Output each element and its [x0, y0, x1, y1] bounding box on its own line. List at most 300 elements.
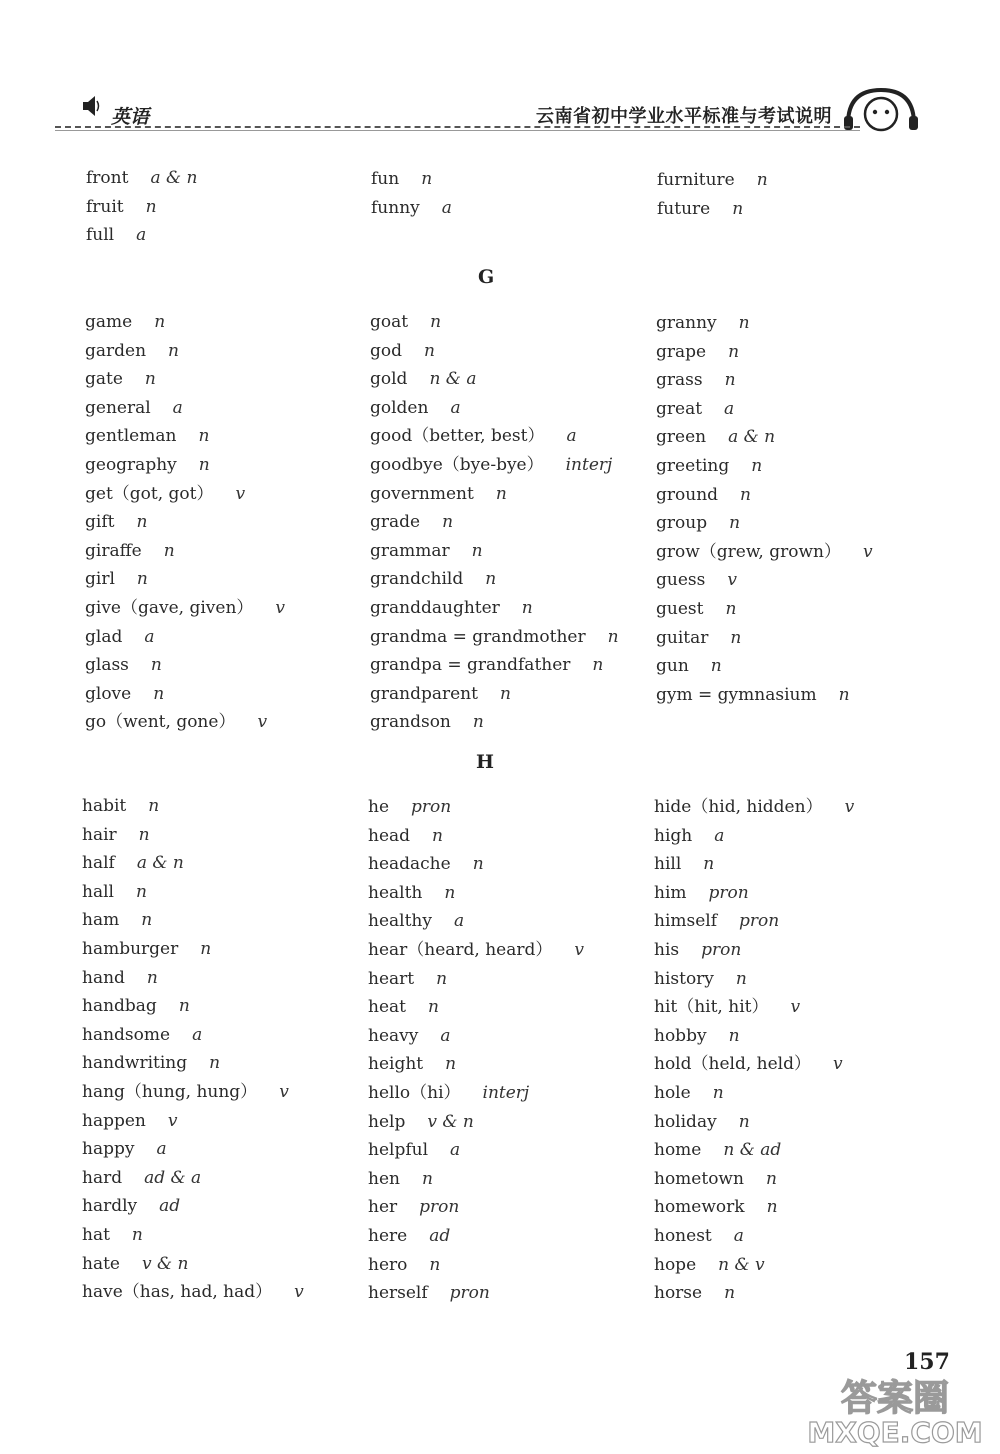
part-of-speech: a: [144, 626, 155, 647]
vocab-word: high: [654, 825, 693, 846]
vocab-entry: [85, 480, 285, 509]
part-of-speech: n: [472, 854, 484, 875]
vocab-word: game: [85, 312, 133, 332]
vocab-word: him: [654, 882, 687, 903]
part-of-speech: v: [279, 1081, 289, 1102]
part-of-speech: n: [198, 426, 210, 447]
vocab-word: her: [368, 1197, 398, 1218]
part-of-speech: n: [703, 854, 715, 875]
part-of-speech: v: [257, 712, 268, 733]
vocab-entry: [370, 337, 619, 366]
vocab-entry: [86, 221, 197, 250]
part-of-speech: a: [453, 911, 465, 932]
part-of-speech: n: [445, 1054, 457, 1075]
part-of-speech: n: [728, 1025, 740, 1046]
vocab-word: healthy: [368, 911, 432, 932]
vocab-entry: [368, 1022, 584, 1051]
vocab-entry: [654, 850, 854, 879]
vocab-word: hen: [368, 1168, 400, 1189]
vocab-entry: [654, 907, 854, 936]
vocab-word: granny: [656, 313, 717, 333]
vocab-word: heat: [368, 997, 406, 1018]
vocab-word: hair: [82, 824, 117, 845]
vocab-word: funny: [371, 197, 420, 218]
word-column: [85, 308, 285, 737]
vocab-entry: [654, 936, 854, 965]
vocab-word: hole: [654, 1082, 691, 1103]
part-of-speech: n: [712, 1082, 724, 1103]
vocab-entry: [368, 1165, 584, 1194]
vocab-entry: [368, 1193, 584, 1222]
vocab-entry: [85, 651, 285, 680]
section-letter-h: H: [476, 751, 494, 773]
vocab-entry: [85, 422, 285, 451]
vocab-word: habit: [82, 796, 127, 816]
part-of-speech: n: [168, 340, 179, 361]
vocab-word: goodbye（bye-bye）: [370, 454, 544, 475]
vocab-word: giraffe: [85, 540, 142, 561]
vocab-entry: [85, 451, 285, 480]
part-of-speech: v & n: [141, 1253, 189, 1274]
vocab-entry: [82, 1192, 304, 1221]
vocab-word: have（has, had, had）: [82, 1282, 273, 1303]
vocab-word: hear（heard, heard）: [368, 939, 553, 960]
part-of-speech: n: [200, 938, 212, 959]
vocab-word: health: [368, 882, 423, 903]
vocab-word: go（went, gone）: [85, 712, 236, 733]
part-of-speech: n: [732, 198, 744, 219]
part-of-speech: n: [432, 825, 443, 846]
vocab-word: holiday: [654, 1111, 717, 1132]
part-of-speech: n: [725, 598, 737, 619]
vocab-entry: [82, 906, 304, 935]
vocab-entry: [654, 1022, 854, 1051]
vocab-entry: [368, 793, 584, 822]
vocab-word: grandchild: [370, 569, 464, 590]
vocab-word: herself: [368, 1283, 428, 1304]
vocab-word: home: [654, 1140, 702, 1161]
vocab-word: hand: [82, 967, 125, 988]
page-header: [55, 86, 920, 136]
vocab-word: guitar: [656, 627, 709, 648]
vocab-entry: [654, 879, 854, 908]
part-of-speech: n: [442, 512, 454, 533]
part-of-speech: n & a: [429, 369, 477, 390]
part-of-speech: a: [733, 1225, 744, 1246]
vocab-word: honest: [654, 1225, 712, 1246]
vocab-entry: [85, 537, 285, 566]
part-of-speech: n: [163, 540, 175, 561]
vocab-word: garden: [85, 340, 147, 361]
vocab-word: ground: [656, 484, 719, 505]
part-of-speech: n: [710, 656, 722, 677]
header-rule: [55, 126, 860, 128]
vocab-entry: [368, 850, 584, 879]
part-of-speech: n: [144, 369, 156, 390]
part-of-speech: n: [730, 627, 742, 648]
vocab-word: give（gave, given）: [85, 597, 254, 618]
vocab-entry: [82, 1107, 304, 1136]
vocab-entry: [370, 623, 619, 652]
word-column: [86, 164, 197, 250]
watermark-logo: [800, 1370, 990, 1448]
part-of-speech: n: [148, 796, 160, 816]
vocab-entry: [656, 538, 873, 567]
vocab-entry: [654, 965, 854, 994]
word-column: [371, 165, 452, 222]
vocab-word: hero: [368, 1254, 408, 1275]
vocab-word: grammar: [370, 540, 450, 561]
vocab-entry: [82, 821, 304, 850]
vocab-entry: [82, 792, 304, 821]
headphone-mascot-icon: [842, 86, 920, 136]
part-of-speech: n & v: [718, 1254, 765, 1275]
vocab-entry: [85, 565, 285, 594]
part-of-speech: n: [209, 1053, 221, 1074]
part-of-speech: a: [192, 1024, 203, 1045]
vocab-entry: [368, 1136, 584, 1165]
vocab-entry: [370, 394, 619, 423]
part-of-speech: n: [136, 569, 148, 590]
word-column: [370, 308, 619, 737]
part-of-speech: n: [735, 968, 747, 989]
vocab-entry: [656, 338, 873, 367]
vocab-entry: [656, 624, 873, 653]
part-of-speech: n: [471, 540, 483, 561]
vocab-word: hamburger: [82, 938, 179, 959]
part-of-speech: v & n: [427, 1111, 474, 1132]
vocab-entry: [654, 993, 854, 1022]
part-of-speech: ad & a: [144, 1167, 202, 1188]
vocab-word: greeting: [656, 455, 730, 476]
vocab-word: grass: [656, 370, 703, 391]
part-of-speech: n: [145, 196, 157, 217]
vocab-word: granddaughter: [370, 597, 500, 618]
vocab-entry: [368, 1222, 584, 1251]
part-of-speech: v: [832, 1054, 843, 1075]
part-of-speech: n: [429, 1254, 441, 1275]
vocab-entry: [656, 566, 873, 595]
part-of-speech: pron: [739, 911, 780, 932]
vocab-word: happen: [82, 1110, 146, 1131]
vocab-word: his: [654, 939, 680, 960]
part-of-speech: n: [592, 655, 604, 676]
vocab-word: hide（hid, hidden）: [654, 797, 823, 817]
vocab-word: hate: [82, 1253, 120, 1274]
vocab-entry: [82, 964, 304, 993]
vocab-word: headache: [368, 854, 451, 875]
vocab-word: heavy: [368, 1025, 419, 1046]
vocab-entry: [82, 1078, 304, 1107]
watermark-bottom-text: MXQE.COM: [807, 1416, 983, 1448]
word-column: [82, 792, 304, 1307]
part-of-speech: a & n: [728, 427, 776, 448]
vocab-entry: [82, 992, 304, 1021]
vocab-entry: [85, 708, 285, 737]
part-of-speech: n: [131, 1224, 143, 1245]
vocab-word: hometown: [654, 1168, 744, 1189]
vocab-entry: [654, 1079, 854, 1108]
vocab-entry: [370, 680, 619, 709]
part-of-speech: n: [154, 312, 166, 332]
vocab-word: he: [368, 797, 390, 817]
vocab-entry: [370, 565, 619, 594]
part-of-speech: n: [421, 1168, 433, 1189]
part-of-speech: a: [156, 1139, 167, 1160]
part-of-speech: n: [499, 683, 511, 704]
vocab-word: homework: [654, 1197, 745, 1218]
word-column: [654, 793, 854, 1308]
vocab-word: gate: [85, 369, 123, 390]
vocab-entry: [656, 309, 873, 338]
part-of-speech: v: [862, 541, 873, 562]
vocab-entry: [656, 595, 873, 624]
vocab-word: hope: [654, 1254, 697, 1275]
part-of-speech: pron: [701, 939, 742, 960]
vocab-entry: [82, 1135, 304, 1164]
page-number: 157: [904, 1349, 950, 1375]
part-of-speech: a: [724, 398, 735, 419]
vocab-entry: [656, 452, 873, 481]
part-of-speech: n: [444, 882, 456, 903]
vocab-word: gentleman: [85, 426, 177, 447]
vocab-word: help: [368, 1111, 406, 1132]
part-of-speech: n: [136, 512, 148, 533]
vocab-word: glove: [85, 683, 132, 704]
part-of-speech: n: [756, 170, 768, 190]
vocab-entry: [370, 594, 619, 623]
vocab-entry: [657, 195, 768, 224]
part-of-speech: v: [294, 1282, 304, 1303]
vocab-word: guest: [656, 598, 704, 619]
vocab-entry: [85, 594, 285, 623]
part-of-speech: a: [441, 197, 452, 218]
vocab-word: grandpa = grandfather: [370, 655, 571, 676]
vocab-word: handsome: [82, 1024, 171, 1045]
part-of-speech: n: [838, 684, 850, 705]
part-of-speech: n & ad: [723, 1140, 782, 1161]
part-of-speech: n: [146, 967, 158, 988]
vocab-word: green: [656, 427, 707, 448]
part-of-speech: n: [198, 454, 210, 475]
vocab-entry: [368, 1079, 584, 1108]
vocab-entry: [85, 623, 285, 652]
part-of-speech: v: [727, 570, 737, 591]
header-rule-thin: [55, 130, 860, 131]
vocab-word: guess: [656, 570, 706, 591]
part-of-speech: n: [607, 626, 619, 647]
vocab-entry: [654, 793, 854, 822]
part-of-speech: a: [440, 1025, 451, 1046]
part-of-speech: ad: [429, 1225, 451, 1246]
vocab-word: hat: [82, 1224, 110, 1245]
vocab-word: gun: [656, 656, 689, 677]
vocab-word: geography: [85, 454, 177, 475]
part-of-speech: interj: [565, 454, 613, 475]
part-of-speech: pron: [708, 882, 749, 903]
word-column: [657, 166, 768, 223]
vocab-entry: [82, 935, 304, 964]
vocab-word: helpful: [368, 1140, 429, 1161]
vocab-word: hobby: [654, 1025, 707, 1046]
vocab-entry: [368, 1279, 584, 1308]
part-of-speech: a: [450, 397, 461, 418]
part-of-speech: n: [724, 1283, 736, 1304]
part-of-speech: a & n: [150, 168, 198, 188]
vocab-entry: [368, 965, 584, 994]
word-column: [656, 309, 873, 709]
part-of-speech: n: [424, 340, 435, 361]
vocab-word: handwriting: [82, 1053, 188, 1074]
vocab-word: half: [82, 853, 115, 874]
vocab-word: hold（held, held）: [654, 1054, 811, 1075]
part-of-speech: n: [135, 881, 147, 902]
vocab-entry: [370, 365, 619, 394]
vocab-entry: [656, 481, 873, 510]
part-of-speech: v: [275, 597, 286, 618]
vocab-word: government: [370, 483, 474, 504]
vocab-word: grade: [370, 512, 421, 533]
subject-label: 英语: [111, 106, 150, 128]
vocab-word: heart: [368, 968, 415, 989]
part-of-speech: n: [178, 996, 190, 1017]
vocab-entry: [371, 165, 452, 194]
part-of-speech: a: [450, 1140, 461, 1161]
vocab-word: golden: [370, 397, 429, 418]
vocab-word: full: [86, 225, 115, 246]
vocab-word: height: [368, 1054, 424, 1075]
vocab-entry: [82, 1049, 304, 1078]
vocab-word: hall: [82, 881, 114, 902]
part-of-speech: n: [738, 313, 750, 333]
vocab-word: grape: [656, 341, 707, 362]
vocab-entry: [85, 680, 285, 709]
vocab-entry: [368, 907, 584, 936]
vocab-entry: [82, 1164, 304, 1193]
vocab-entry: [657, 166, 768, 195]
vocab-word: great: [656, 398, 703, 419]
part-of-speech: n: [766, 1197, 778, 1218]
part-of-speech: n: [421, 169, 433, 189]
part-of-speech: v: [167, 1110, 178, 1131]
part-of-speech: n: [751, 455, 763, 476]
vocab-entry: [370, 451, 619, 480]
part-of-speech: v: [235, 483, 246, 504]
vocab-entry: [85, 365, 285, 394]
vocab-entry: [654, 1050, 854, 1079]
speaker-icon: [83, 94, 101, 118]
vocab-word: group: [656, 513, 708, 534]
part-of-speech: n: [153, 683, 165, 704]
book-title: 云南省初中学业水平标准与考试说明: [536, 106, 832, 127]
vocab-word: history: [654, 968, 714, 989]
vocab-entry: [370, 308, 619, 337]
watermark-top-text: 答案圈: [840, 1378, 950, 1419]
vocab-word: fun: [371, 169, 400, 189]
part-of-speech: interj: [482, 1082, 530, 1103]
vocab-word: furniture: [657, 170, 735, 190]
part-of-speech: n: [436, 968, 448, 989]
vocab-entry: [368, 1251, 584, 1280]
section-letter-g: G: [478, 266, 495, 288]
vocab-entry: [656, 366, 873, 395]
vocab-entry: [368, 879, 584, 908]
vocab-word: grow（grew, grown）: [656, 541, 841, 562]
vocab-word: handbag: [82, 996, 157, 1017]
vocab-word: grandma = grandmother: [370, 626, 586, 647]
vocab-entry: [370, 422, 619, 451]
vocab-entry: [368, 1108, 584, 1137]
vocab-entry: [654, 1136, 854, 1165]
part-of-speech: n: [472, 712, 484, 733]
vocab-entry: [654, 1279, 854, 1308]
part-of-speech: ad: [159, 1196, 181, 1217]
vocab-word: grandparent: [370, 683, 478, 704]
vocab-entry: [654, 1193, 854, 1222]
part-of-speech: a: [566, 426, 577, 447]
vocab-entry: [656, 423, 873, 452]
vocab-word: gold: [370, 369, 408, 390]
vocab-word: hard: [82, 1167, 123, 1188]
vocab-entry: [371, 194, 452, 223]
vocab-entry: [654, 1165, 854, 1194]
vocab-entry: [86, 164, 197, 193]
vocab-word: fruit: [86, 196, 124, 217]
vocab-entry: [654, 822, 854, 851]
vocab-entry: [370, 480, 619, 509]
part-of-speech: n: [521, 597, 533, 618]
vocab-entry: [370, 708, 619, 737]
vocab-word: get（got, got）: [85, 483, 214, 504]
part-of-speech: n: [485, 569, 497, 590]
vocab-entry: [654, 1251, 854, 1280]
vocab-entry: [85, 508, 285, 537]
vocab-word: himself: [654, 911, 718, 932]
vocab-word: hang（hung, hung）: [82, 1081, 258, 1102]
vocab-entry: [368, 936, 584, 965]
part-of-speech: n: [430, 312, 442, 332]
vocab-entry: [654, 1222, 854, 1251]
vocab-word: ham: [82, 910, 120, 931]
vocab-word: hardly: [82, 1196, 138, 1217]
vocab-word: goat: [370, 312, 409, 332]
vocab-word: good（better, best）: [370, 426, 545, 447]
vocab-entry: [85, 394, 285, 423]
part-of-speech: n: [729, 513, 741, 534]
part-of-speech: n: [138, 824, 150, 845]
vocab-entry: [368, 822, 584, 851]
vocab-entry: [82, 849, 304, 878]
vocab-word: god: [370, 340, 402, 361]
part-of-speech: n: [738, 1111, 750, 1132]
part-of-speech: a: [136, 225, 147, 246]
vocab-entry: [370, 651, 619, 680]
vocab-entry: [656, 395, 873, 424]
vocab-entry: [656, 652, 873, 681]
part-of-speech: n: [740, 484, 751, 505]
vocab-word: hello（hi）: [368, 1082, 461, 1103]
vocab-entry: [82, 1250, 304, 1279]
vocab-word: horse: [654, 1283, 703, 1304]
vocab-entry: [656, 681, 873, 710]
vocab-word: glass: [85, 655, 129, 676]
vocab-word: hill: [654, 854, 682, 875]
part-of-speech: a: [172, 397, 183, 418]
part-of-speech: n: [495, 483, 507, 504]
vocab-word: general: [85, 397, 151, 418]
vocab-entry: [86, 193, 197, 222]
part-of-speech: pron: [419, 1197, 460, 1218]
